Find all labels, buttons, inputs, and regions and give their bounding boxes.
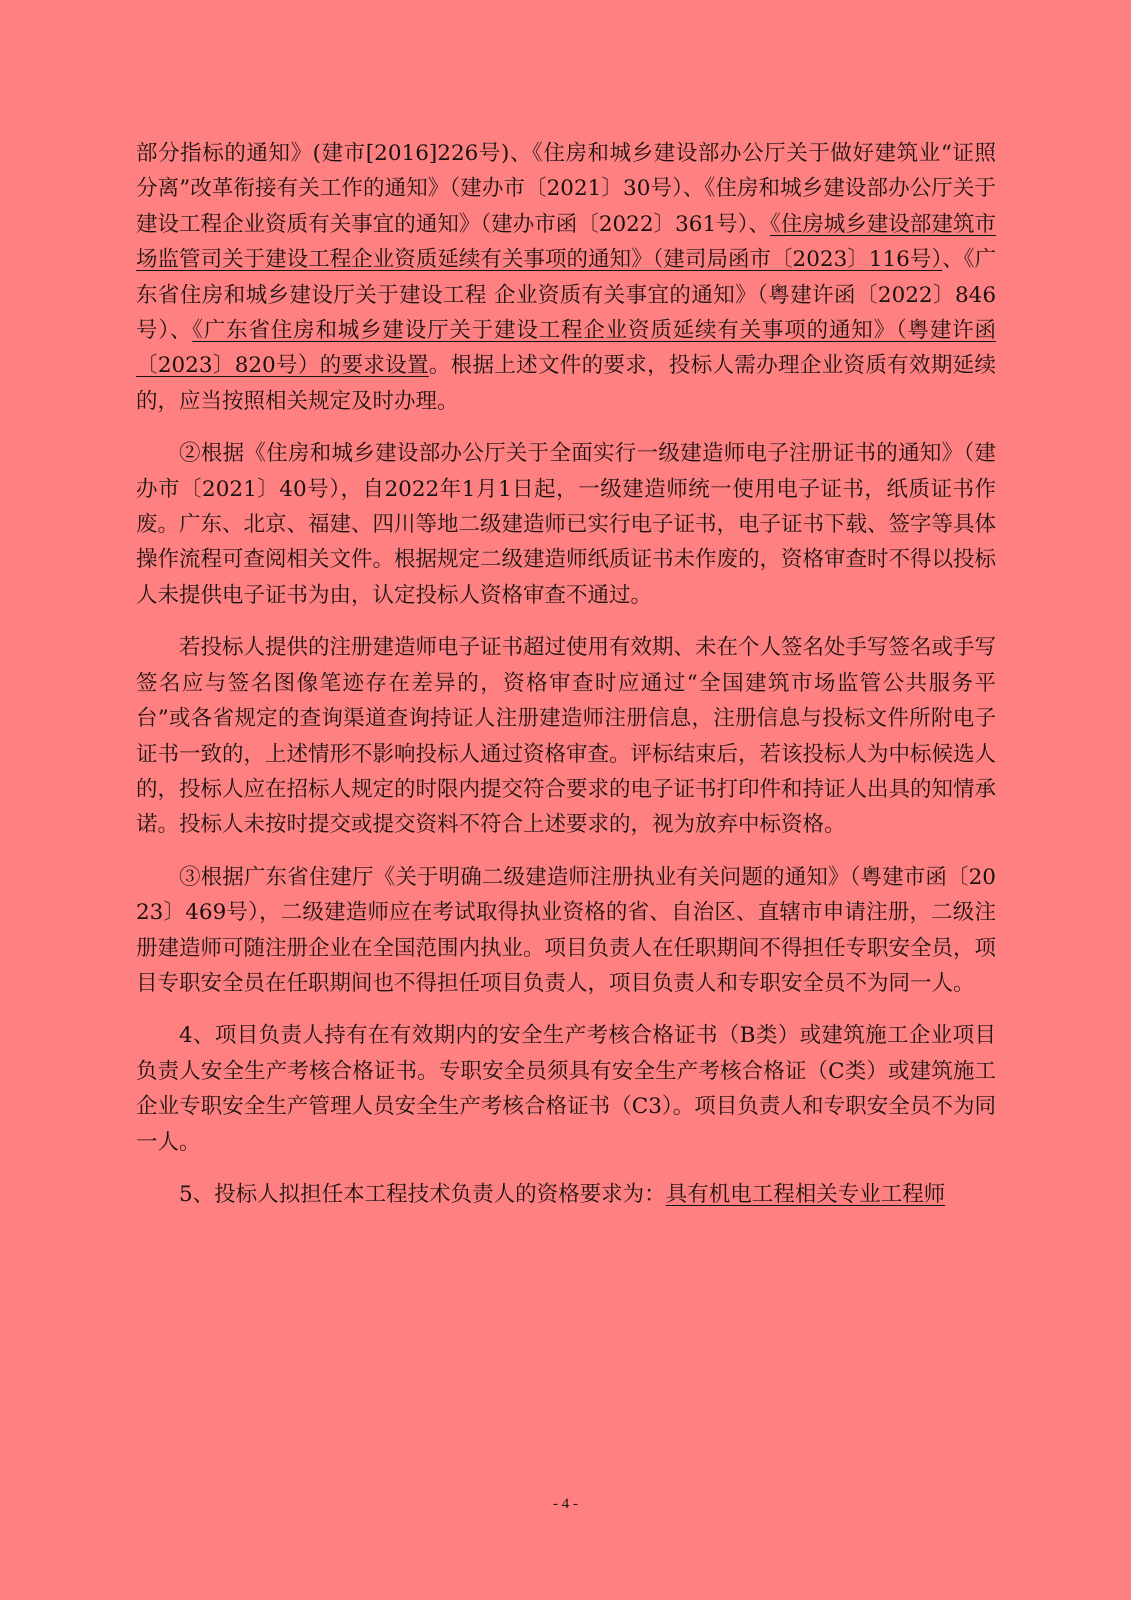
paragraph-item-5 [136,1177,996,1212]
paragraph-text: 5、投标人拟担任本工程技术负责人的资格要求为： [179,1181,666,1207]
underlined-text: 《广东省住房和城乡建设厅关于建设工程企业资质延续有关事项的通知》（粤建许函〔2023〕820号）的要求设置 [136,318,996,379]
underlined-text: 《住房城乡建设部建筑市场监管司关于建设工程企业资质延续有关事项的通知》（建司局函市〔2023〕116号） [136,211,996,273]
paragraph-text: 。根据上述文件的要求，投标人需办理企业资质有效期延续的，应当按照相关规定及时办理。 [136,353,996,414]
paragraph-certificate-verification [136,630,996,842]
document-body [136,136,996,1212]
paragraph-text: 4、项目负责人持有在有效期内的安全生产考核合格证书（B类）或建筑施工企业项目负责人安全生产考核合格证书。专职安全员须具有安全生产考核合格证（C类）或建筑施工企业专职安全生产管理人员安全生产考核合格证书（C3）。项目负责人和专职安全员不为同一人。 [136,1023,996,1155]
paragraph-text: 若投标人提供的注册建造师电子证书超过使用有效期、未在个人签名处手写签名或手写签名应与签名图像笔迹存在差异的，资格审查时应通过“全国建筑市场监管公共服务平台”或各省规定的查询渠道查询持证人注册建造师注册信息，注册信息与投标文件所附电子证书一致的，上述情形不影响投标人通过资格审查。评标结束后，若该投标人为中标候选人的，投标人应在招标人规定的时限内提交符合要求的电子证书打印件和持证人出具的知情承诺。投标人未按时提交或提交资料不符合上述要求的，视为放弃中标资格。 [136,635,997,838]
paragraph-text: ③根据广东省住建厅《关于明确二级建造师注册执业有关问题的通知》（粤建市函〔2023〕469号），二级建造师应在考试取得执业资格的省、自治区、直辖市申请注册，二级注册建造师可随注册企业在全国范围内执业。项目负责人在任职期间不得担任专职安全员，项目专职安全员在任职期间也不得担任项目负责人，项目负责人和专职安全员不为同一人。 [136,864,997,996]
paragraph-second-class-constructor [136,860,996,1002]
paragraph-item-4 [136,1018,996,1160]
underlined-text: 具有机电工程相关专业工程师 [665,1181,946,1207]
paragraph-text: 部分指标的通知》(建市[2016]226号)、《住房和城乡建设部办公厅关于做好建筑业“证照分离”改革衔接有关工作的通知》（建办市〔2021〕30号）、《住房和城乡建设部办公厅关于建设工程企业资质有关事宜的通知》（建办市函〔2022〕361号）、 [136,141,996,237]
paragraph-text: 、《广东省住房和城乡建设厅关于建设工程 企业资质有关事宜的通知》（粤建许函〔2022〕846号）、 [136,247,996,344]
paragraph-regulations-list [136,136,996,419]
page-number: - 4 - [553,1496,578,1512]
paragraph-text: ②根据《住房和城乡建设部办公厅关于全面实行一级建造师电子注册证书的通知》（建办市〔2021〕40号），自2022年1月1日起，一级建造师统一使用电子证书，纸质证书作废。广东、北京、福建、四川等地二级建造师已实行电子证书，电子证书下载、签字等具体操作流程可查阅相关文件。根据规定二级建造师纸质证书未作废的，资格审查时不得以投标人未提供电子证书为由，认定投标人资格审查不通过。 [136,441,997,608]
paragraph-electronic-certificate [136,436,996,613]
